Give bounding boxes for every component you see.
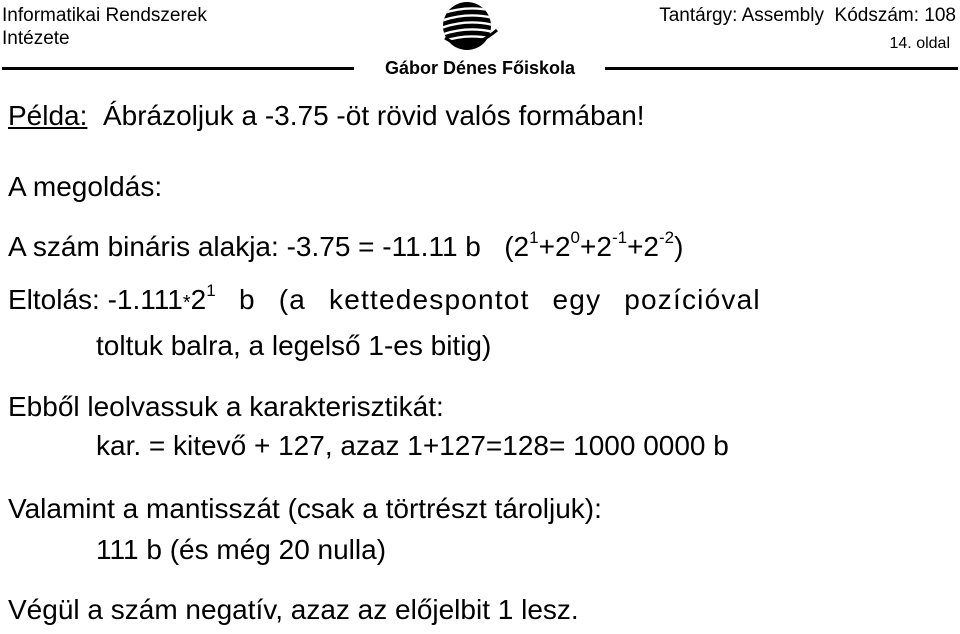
page-number: 14. oldal [889,35,950,52]
mantissa-value: 111 b (és még 20 nulla) [96,534,387,565]
institute-name-line1: Informatikai Rendszerek [2,5,207,26]
example-text: Ábrázoljuk a -3.75 -öt rövid valós formában! [102,100,645,131]
characteristic-formula: kar. = kitevő + 127, azaz 1+127=128= 1000 0000 b [96,430,729,461]
example-line [8,100,645,132]
shift-explanation: b (a kettedespontot egy pozícióval [239,284,761,315]
binary-expansion: $(2^1+2^0+2^{-1}+2^{-2})$ [504,227,684,262]
header-rule-left [2,67,354,70]
solution-heading: A megoldás: [8,171,163,202]
shift-explanation-line2: toltuk balra, a legelső 1-es bitig) [96,330,492,361]
shift-exponent: 1 [206,280,216,300]
school-logo-icon [439,0,499,52]
example-label: Példa: [8,100,88,131]
binary-form-line [8,227,684,263]
course-code: Kódszám: 108 [834,5,956,26]
subject-code [659,5,956,27]
binary-form-text: A szám bináris alakja: -3.75 = -11.11 b [8,231,481,262]
school-name: Gábor Dénes Főiskola [384,58,576,78]
characteristic-intro: Ebből leolvassuk a karakterisztikát: [8,391,444,422]
sign-bit-conclusion: Végül a szám negatív, azaz az előjelbit 1 lesz. [8,594,579,625]
institute-name-line2: Intézete [2,28,70,49]
header-rule-right [605,67,958,70]
shift-prefix: Eltolás: -1.111 [8,284,183,315]
shift-base: 2 [190,284,207,315]
subject-label: Tantárgy: Assembly [659,5,824,26]
multiply-symbol: * [182,292,191,314]
shift-line [8,280,761,319]
mantissa-intro: Valamint a mantisszát (csak a törtrészt tároljuk): [8,493,602,524]
